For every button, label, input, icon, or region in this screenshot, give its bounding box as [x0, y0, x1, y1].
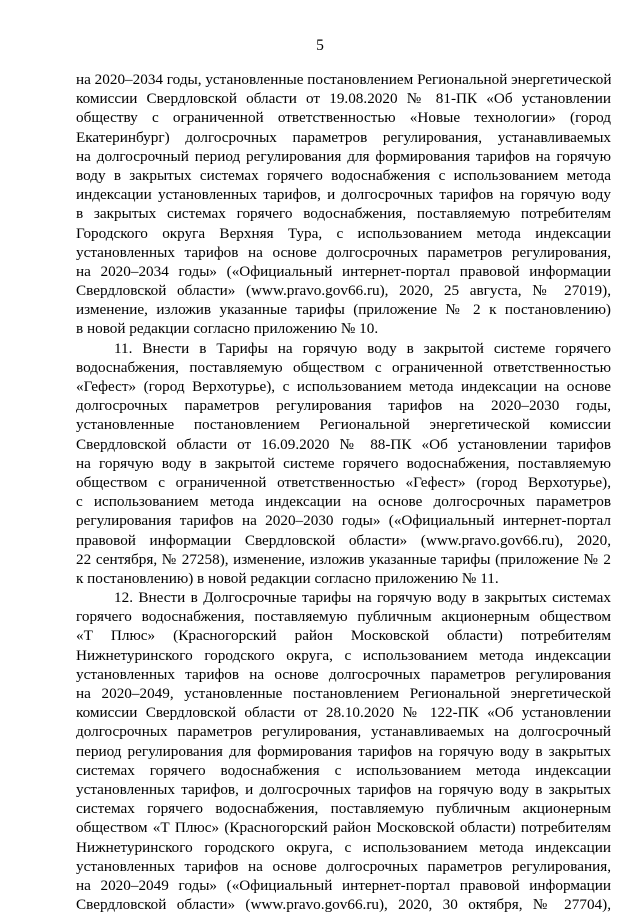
text-line: 11. Внести в Тарифы на горячую воду в закрытой системе горячего [114, 339, 611, 357]
text-line: период регулирования для формирования тарифов на горячую воду в закрытых [76, 742, 611, 760]
text-line: на 2020–2034 годы» («Официальный интернет-портал правовой информации [76, 262, 611, 280]
text-line: воду в закрытых системах горячего водоснабжения с использованием метода [76, 166, 611, 184]
text-line: Свердловской области от 16.09.2020 № 88-ПК «Об установлении тарифов [76, 435, 611, 453]
text-line: Свердловской области» (www.pravo.gov66.ru), 2020, 30 октября, № 27704), [76, 896, 611, 914]
text-line: комиссии Свердловской области от 28.10.2020 № 122-ПК «Об установлении [76, 704, 611, 722]
text-line: на 2020–2049, установленные постановлением Региональной энергетической [76, 685, 611, 702]
text-line: Свердловской области» (www.pravo.gov66.ru), 2020, 25 августа, № 27019), [76, 282, 611, 300]
document-body [76, 70, 611, 914]
text-line: к постановлению) в новой редакции согласно приложению № 11. [76, 569, 499, 587]
text-line: обществом «Т Плюс» (Красногорский район Московской области) потребителям [76, 819, 611, 837]
text-line: 12. Внести в Долгосрочные тарифы на горячую воду в закрытых системах [114, 589, 611, 607]
text-line: 22 сентября, № 27258), изменение, изложив указанные тарифы (приложение № 2 [76, 550, 611, 568]
text-line: системах горячего водоснабжения с использованием метода индексации [76, 761, 611, 779]
text-line: долгосрочных параметров регулирования, устанавливаемых на долгосрочный [76, 723, 611, 741]
text-line: установленные постановлением Региональной энергетической комиссии [76, 416, 611, 434]
paragraph [76, 70, 611, 339]
text-line: установленных тарифов, и долгосрочных тарифов на горячую воду в закрытых [76, 780, 611, 798]
text-line: Городского округа Верхняя Тура, с использованием метода индексации [76, 224, 611, 242]
text-line: «Т Плюс» (Красногорский район Московской области) потребителям [76, 627, 611, 645]
paragraph [76, 588, 611, 914]
text-line: установленных тарифов на основе долгосрочных параметров регулирования, [76, 243, 611, 261]
text-line: с использованием метода индексации на основе долгосрочных параметров [76, 493, 611, 511]
text-line: установленных тарифов на основе долгосрочных параметров регулирования, [76, 857, 611, 875]
text-line: водоснабжения, поставляемую обществом с ограниченной ответственностью [76, 358, 611, 376]
text-line: на долгосрочный период регулирования для формирования тарифов на горячую [76, 147, 611, 165]
text-line: Екатеринбург) долгосрочных параметров регулирования, устанавливаемых [76, 128, 611, 146]
text-line: правовой информации Свердловской области» (www.pravo.gov66.ru), 2020, [76, 531, 611, 549]
text-line: установленных тарифов на основе долгосрочных параметров регулирования [76, 665, 611, 683]
text-line: Нижнетуринского городского округа, с использованием метода индексации [76, 838, 611, 856]
text-line: регулирования тарифов на 2020–2030 годы» («Официальный интернет-портал [76, 512, 611, 530]
text-line: комиссии Свердловской области от 19.08.2020 № 81-ПК «Об установлении [76, 90, 611, 108]
text-line: на 2020–2034 годы, установленные постановлением Региональной энергетической [76, 71, 611, 88]
page-number: 5 [316, 37, 324, 54]
text-line: долгосрочных параметров регулирования тарифов на 2020–2030 годы, [76, 397, 611, 415]
text-line: «Гефест» (город Верхотурье), с использованием метода индексации на основе [76, 378, 611, 395]
text-line: обществу с ограниченной ответственностью «Новые технологии» (город [76, 109, 611, 127]
paragraph [76, 339, 611, 588]
text-line: на горячую воду в закрытой системе горячего водоснабжения, поставляемую [76, 454, 611, 472]
text-line: в новой редакции согласно приложению № 10. [76, 320, 379, 338]
text-line: в закрытых системах горячего водоснабжения, поставляемую потребителям [76, 205, 611, 223]
text-line: изменение, изложив указанные тарифы (приложение № 2 к постановлению) [76, 301, 611, 319]
text-line: системах горячего водоснабжения, поставляемую публичным акционерным [76, 800, 611, 818]
text-line: на 2020–2049 годы» («Официальный интернет-портал правовой информации [76, 876, 611, 894]
text-line: индексации установленных тарифов, и долгосрочных тарифов на горячую воду [76, 186, 611, 204]
text-line: Нижнетуринского городского округа, с использованием метода индексации [76, 646, 611, 664]
text-line: обществом с ограниченной ответственностью «Гефест» (город Верхотурье), [76, 473, 611, 491]
text-line: горячего водоснабжения, поставляемую публичным акционерным обществом [76, 608, 611, 626]
